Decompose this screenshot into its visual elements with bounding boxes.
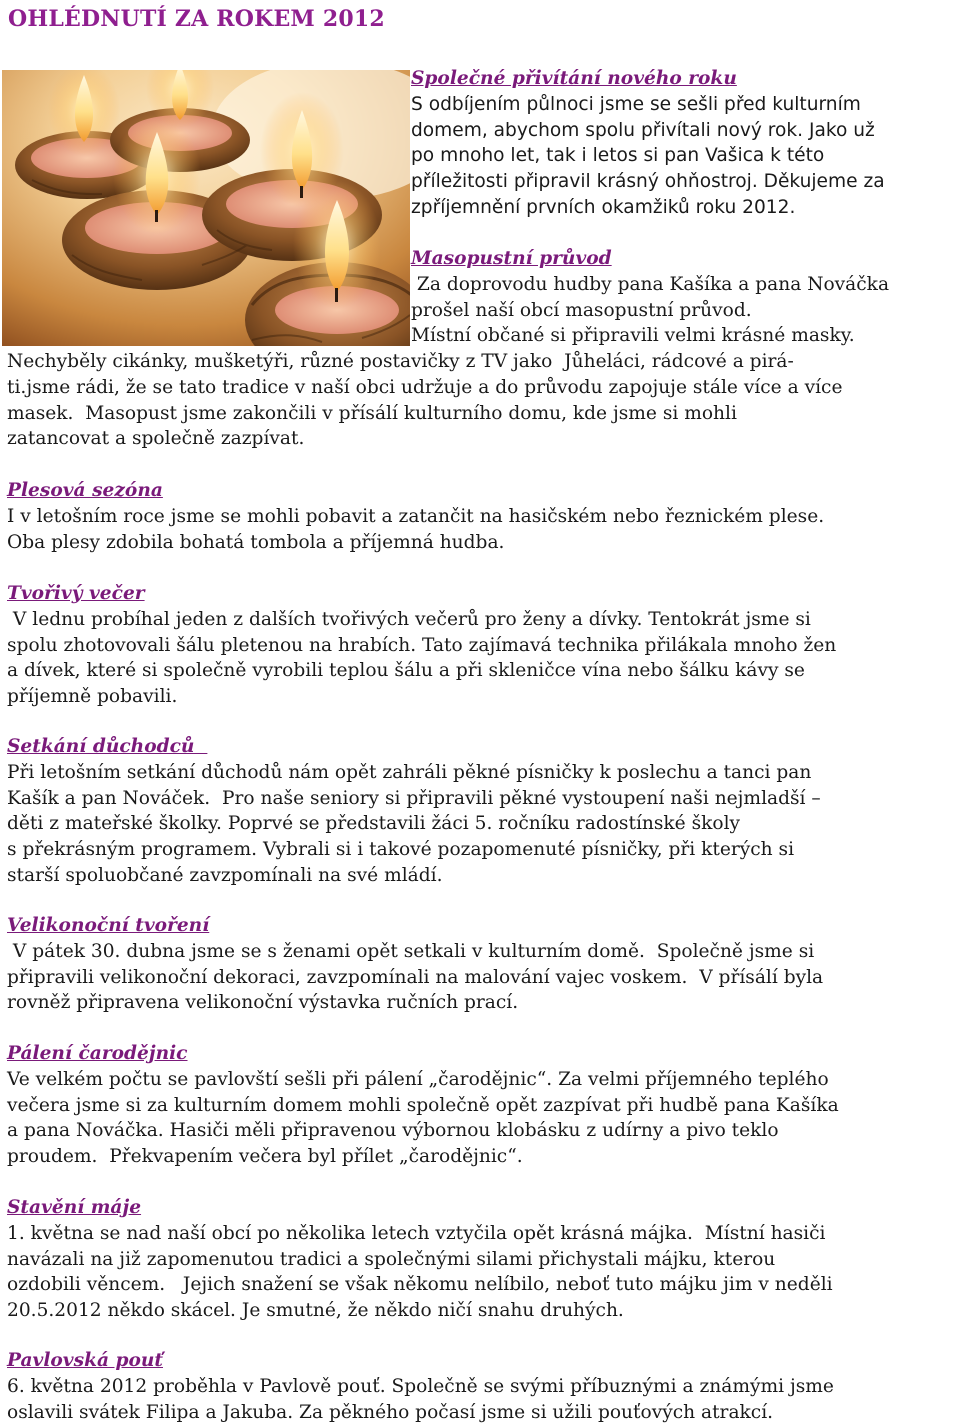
section-carnival-full: [7, 349, 955, 452]
section-maypole: [7, 1195, 955, 1324]
section-seniors-meeting: [7, 734, 955, 889]
text-line: 20.5.2012 někdo skácel. Je smutné, že někdo ničí snahu druhých.: [7, 1300, 624, 1322]
section-text: [7, 349, 955, 452]
text-line: starší spoluobčané zavzpomínali na své mládí.: [7, 864, 443, 886]
text-line: připravili velikonoční dekoraci, zavzpomínali na malování vajec voskem. V přísálí byla: [7, 966, 824, 988]
section-text: [411, 92, 956, 221]
text-line: proudem. Překvapením večera byl přílet „čarodějnic“.: [7, 1146, 523, 1168]
text-line: Nechyběly cikánky, mušketýři, různé postavičky z TV jako Jůheláci, rádcové a pirá-: [7, 351, 794, 372]
section-creative-evening: [7, 581, 955, 710]
section-easter-crafts: [7, 913, 955, 1016]
text-line: děti z mateřské školky. Poprvé se představili žáci 5. ročníku radostínské školy: [7, 813, 741, 835]
text-line: zatancovat a společně zazpívat.: [7, 428, 305, 450]
section-text: [7, 607, 955, 710]
text-line: V lednu probíhal jeden z dalších tvořivých večerů pro ženy a dívky. Tentokrát jsme si: [7, 608, 811, 630]
section-ball-season: [7, 478, 955, 555]
text-line: 6. května 2012 proběhla v Pavlově pouť. Společně se svými příbuznými a známými jsme: [7, 1375, 834, 1397]
section-text: [7, 1221, 955, 1324]
page-title: OHLÉDNUTÍ ZA ROKEM 2012: [8, 6, 385, 32]
section-text: [7, 939, 955, 1016]
section-text: [7, 760, 955, 889]
text-line: večera jsme si za kulturním domem mohli společně opět zazpívat při hudbě pana Kašíka: [7, 1094, 839, 1116]
text-line: Kašík a pan Nováček. Pro naše seniory si připravili pěkné vystoupení naši nejmladší –: [7, 787, 821, 809]
section-heading: Pavlovská pouť: [7, 1350, 163, 1371]
text-line: spolu zhotovovali šálu pletenou na hrabích. Tato zajímavá technika přilákala mnoho žen: [7, 634, 837, 656]
text-line: Při letošním setkání důchodů nám opět zahráli pěkné písničky k poslechu a tanci pan: [7, 761, 812, 783]
section-heading: Stavění máje: [7, 1197, 142, 1218]
section-heading: Tvořivý večer: [7, 583, 145, 604]
section-heading: Masopustní průvod: [411, 248, 612, 269]
text-line: a dívek, které si společně vyrobili teplou šálu a při skleničce vína nebo šálku kávy se: [7, 660, 805, 682]
section-carnival-right: [411, 246, 956, 349]
text-line: V pátek 30. dubna jsme se s ženami opět setkali v kulturním domě. Společně jsme si: [7, 940, 815, 962]
text-line: S odbíjením půlnoci jsme se sešli před kulturním: [411, 93, 861, 115]
text-line: rovněž připravena velikonoční výstavka ručních prací.: [7, 992, 519, 1014]
text-line: prošel naší obcí masopustní průvod.: [411, 299, 752, 321]
text-line: domem, abychom spolu přivítali nový rok. Jako už: [411, 119, 875, 141]
section-witch-burning: [7, 1041, 955, 1170]
text-line: ozdobili věncem. Jejich snažení se však někomu nelíbilo, neboť tuto májku jim v neděli: [7, 1274, 833, 1296]
section-heading: Společné přivítání nového roku: [411, 68, 737, 89]
text-line: I v letošním roce jsme se mohli pobavit a zatančit na hasičském nebo řeznickém plese.: [7, 505, 825, 527]
section-pavlov-feast: [7, 1348, 955, 1425]
text-line: a pana Nováčka. Hasiči měli připravenou výbornou klobásku z udírny a pivo teklo: [7, 1120, 779, 1142]
text-line: zpříjemnění prvních okamžiků roku 2012.: [411, 196, 796, 218]
section-new-year: [411, 66, 956, 221]
text-line: Oba plesy zdobila bohatá tombola a příjemná hudba.: [7, 531, 505, 553]
text-line: příjemně pobavili.: [7, 686, 178, 708]
section-heading: Setkání důchodců: [7, 736, 208, 757]
text-line: příležitosti připravil krásný ohňostroj. Děkujeme za: [411, 171, 885, 193]
text-line: s překrásným programem. Vybrali si i takové pozapomenuté písničky, při kterých si: [7, 839, 795, 861]
section-text: [7, 1374, 955, 1426]
text-line: navázali na již zapomenutou tradici a společnými silami přichystali májku, kterou: [7, 1248, 776, 1270]
section-heading: Pálení čarodějnic: [7, 1043, 188, 1064]
candles-photo: [2, 70, 410, 346]
section-text: [7, 504, 955, 556]
section-heading: Velikonoční tvoření: [7, 915, 210, 936]
text-line: Místní občané si připravili velmi krásné masky.: [411, 325, 855, 347]
section-text: [411, 272, 956, 349]
section-heading: Plesová sezóna: [7, 480, 163, 501]
text-line: oslavili svátek Filipa a Jakuba. Za pěkného počasí jsme si užili pouťových atrakcí.: [7, 1401, 774, 1423]
text-line: 1. května se nad naší obcí po několika letech vztyčila opět krásná májka. Místní hasiči: [7, 1222, 826, 1244]
text-line: Ve velkém počtu se pavlovští sešli při pálení „čarodějnic“. Za velmi příjemného teplého: [7, 1068, 829, 1090]
text-line: Za doprovodu hudby pana Kašíka a pana Nováčka: [411, 273, 890, 295]
section-text: [7, 1067, 955, 1170]
text-line: masek. Masopust jsme zakončili v přísálí kulturního domu, kde jsme si mohli: [7, 402, 737, 424]
text-line: po mnoho let, tak i letos si pan Vašica k této: [411, 145, 825, 167]
text-line: ti.jsme rádi, že se tato tradice v naší obci udržuje a do průvodu zapojuje stále více a více: [7, 376, 843, 398]
